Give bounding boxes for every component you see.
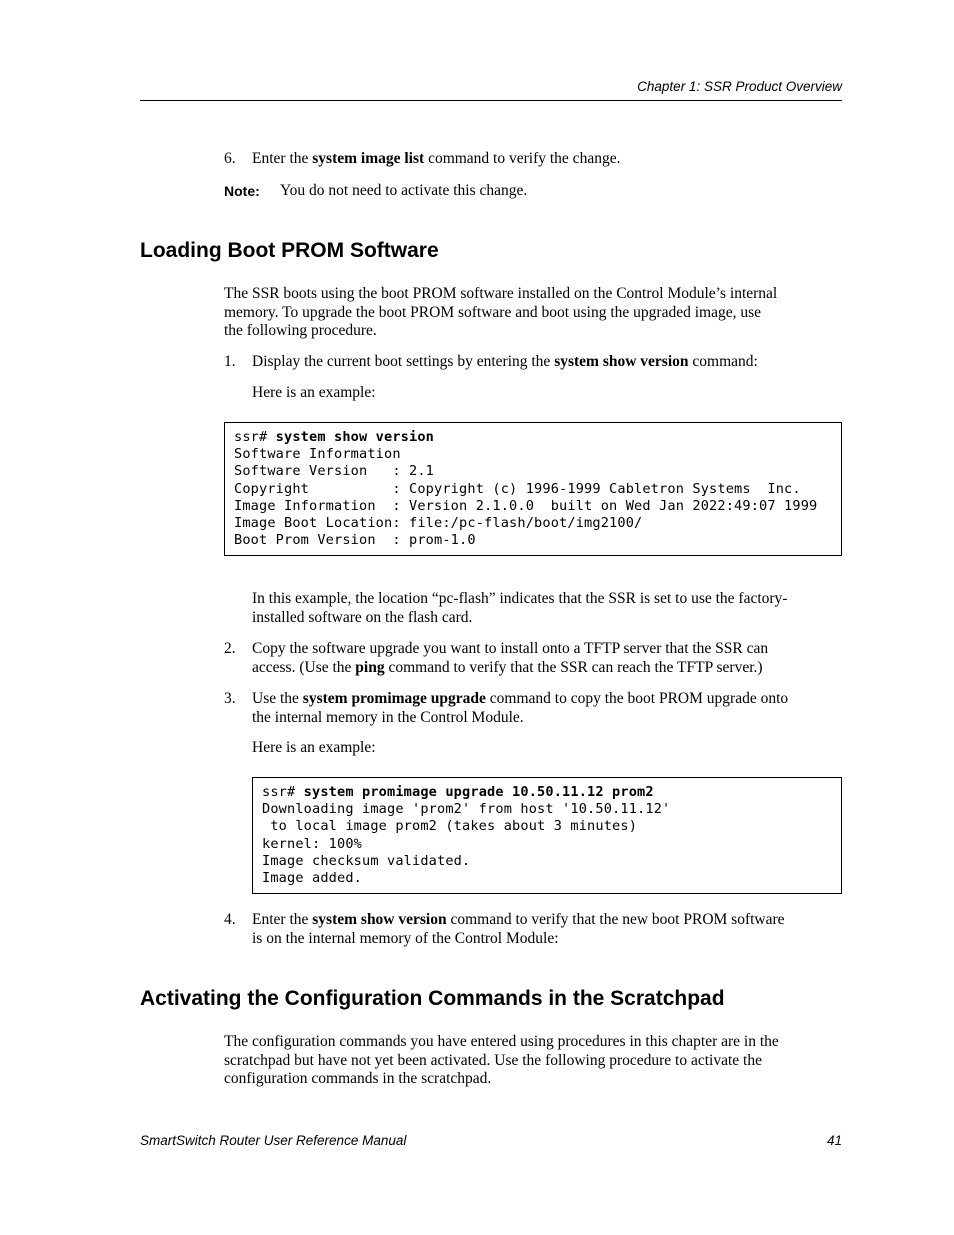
note-text: You do not need to activate this change. <box>280 182 528 199</box>
running-head: Chapter 1: SSR Product Overview <box>637 79 842 94</box>
step-3-number: 3. <box>224 690 236 707</box>
step-2-number: 2. <box>224 640 236 657</box>
code-block-promimage-upgrade <box>252 777 842 894</box>
step-2-text: Copy the software upgrade you want to install onto a TFTP server that the SSR can access. (Use the ping command to verify that the SSR can reach the TFTP server.) <box>252 640 769 676</box>
section2-intro: The configuration commands you have entered using procedures in this chapter are in the scratchpad but have not yet been activated. Use the following procedure to activate the configuration commands in the scratchpad. <box>224 1033 779 1087</box>
step-4-text: Enter the system show version command to verify that the new boot PROM software is on the internal memory of the Control Module: <box>252 911 785 947</box>
step-1-number: 1. <box>224 353 236 370</box>
footer-page-number: 41 <box>826 1133 842 1148</box>
command-system-image-list: system image list <box>312 150 425 167</box>
section-heading-activating-configuration: Activating the Configuration Commands in the Scratchpad <box>140 987 725 1010</box>
code-line: Downloading image 'prom2' from host '10.50.11.12' <box>262 801 671 818</box>
command-system-show-version: system show version <box>312 911 447 928</box>
step-1-text: Display the current boot settings by entering the system show version command: <box>252 353 758 370</box>
code-line: Boot Prom Version : prom-1.0 <box>234 532 476 549</box>
example-explanation: In this example, the location “pc-flash” indicates that the SSR is set to use the factory- installed software on the flash card. <box>252 590 788 626</box>
code-line: ssr# system show version <box>234 429 435 445</box>
command-system-show-version: system show version <box>554 353 689 370</box>
step-1-example-label: Here is an example: <box>252 384 376 401</box>
note-label: Note: <box>224 183 260 199</box>
code-line: ssr# system promimage upgrade 10.50.11.12 prom2 <box>262 784 654 800</box>
code-block-show-version <box>224 422 842 556</box>
code-line: Image Information : Version 2.1.0.0 built on Wed Jan 2022:49:07 1999 <box>234 497 818 514</box>
code-line: Software Version : 2.1 <box>234 463 435 480</box>
step-3-example-label: Here is an example: <box>252 739 376 756</box>
code-line: Image Boot Location: file:/pc-flash/boot/img2100/ <box>234 515 643 532</box>
command-ping: ping <box>355 658 385 676</box>
step-6-text: Enter the system image list command to verify the change. <box>252 150 621 167</box>
code-line: to local image prom2 (takes about 3 minutes) <box>262 818 638 835</box>
step-4-number: 4. <box>224 911 236 928</box>
header-rule <box>140 100 842 101</box>
code-line: Copyright : Copyright (c) 1996-1999 Cabletron Systems Inc. <box>234 480 801 497</box>
section-heading-loading-boot-prom: Loading Boot PROM Software <box>140 239 439 262</box>
code-line: Image added. <box>262 870 363 887</box>
command-system-promimage-upgrade: system promimage upgrade <box>302 690 486 707</box>
code-line: Software Information <box>234 446 401 463</box>
code-line: Image checksum validated. <box>262 852 471 869</box>
step-3-text: Use the system promimage upgrade command to copy the boot PROM upgrade onto the internal memory in the Control Module. <box>252 690 789 726</box>
section1-intro: The SSR boots using the boot PROM software installed on the Control Module’s internal memory. To upgrade the boot PROM software and boot using the upgraded image, use the following procedure. <box>224 285 778 339</box>
step-6-number: 6. <box>224 150 236 167</box>
code-line: kernel: 100% <box>262 835 363 852</box>
footer-manual-title: SmartSwitch Router User Reference Manual <box>140 1133 407 1148</box>
